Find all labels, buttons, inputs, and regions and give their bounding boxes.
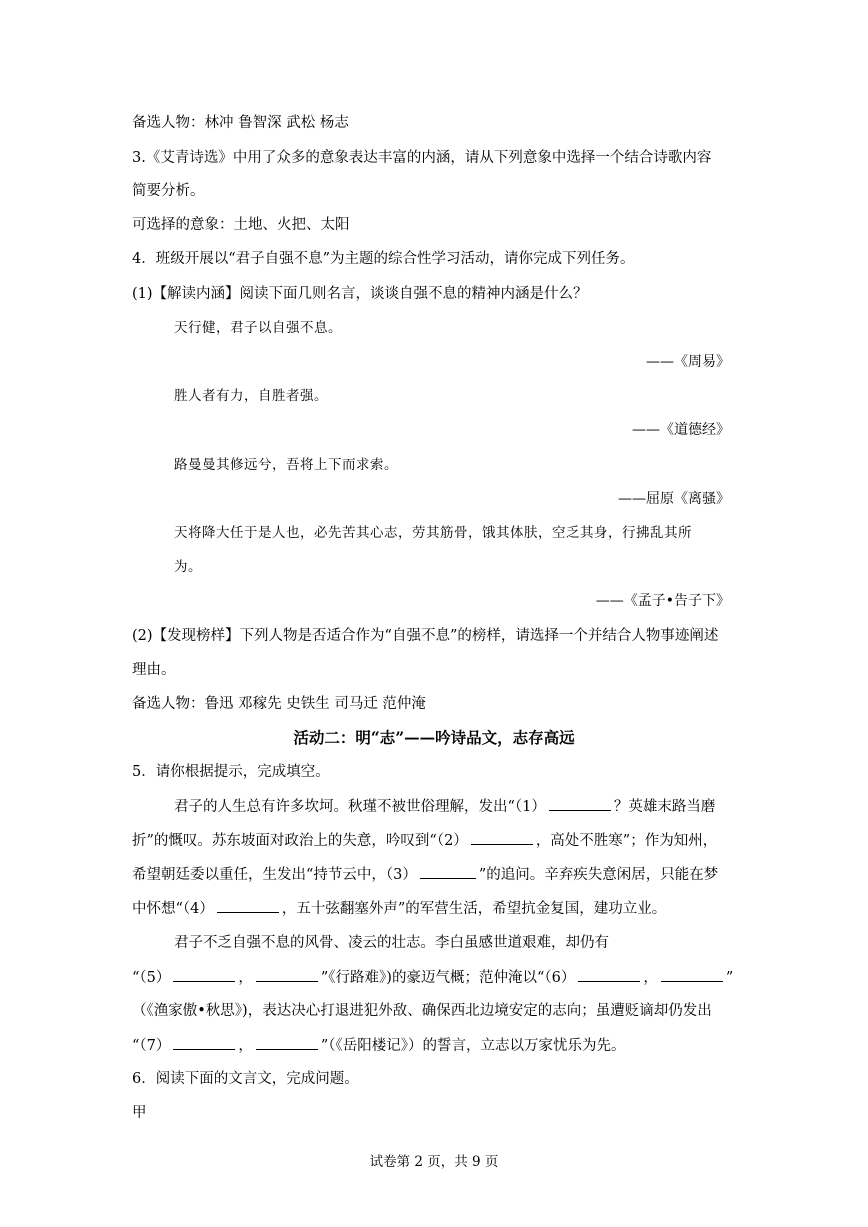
blank-2[interactable] [471,830,533,845]
question-5: 5．请你根据提示，完成填空。 [132,764,330,780]
task-1-prompt: (1)【解读内涵】阅读下面几则名言，谈谈自强不息的精神内涵是什么？ [132,286,588,302]
fill-line-6: （《渔家傲•秋思》)，表达决心打退进犯外敌、确保西北边境安定的志向；虽遭贬谪却仍发出 [132,1003,712,1019]
candidates-line-2: 备选人物：鲁迅 邓稼先 史铁生 司马迁 范仲淹 [132,696,426,712]
quote-2-source: ——《道德经》 [632,422,730,438]
blank-6a[interactable] [578,967,640,982]
paragraph-2-line-1: 君子不乏自强不息的风骨、凌云的壮志。李白虽感世道艰难，却仍有 [174,935,609,951]
fill-line-5: “（5） ， ”《行路难》)的豪迈气概；范仲淹以“（6） ， ” [132,967,733,988]
blank-1[interactable] [549,796,611,811]
fill-line-4: 中怀想“（4） ，五十弦翻塞外声”的军营生活，希望抗金复国，建功立业。 [132,898,666,919]
fill-line-3: 希望朝廷委以重任，生发出“持节云中，（3） ”的追问。辛弃疾失意闲居，只能在梦 [132,864,718,885]
fill-line-1: 君子的人生总有许多坎坷。秋瑾不被世俗理解，发出“（1） ？英雄末路当磨 [174,796,715,817]
quote-3-text: 路曼曼其修远兮，吾将上下而求索。 [174,457,398,473]
fill-line-2: 折”的慨叹。苏东坡面对政治上的失意，吟叹到“（2） ，高处不胜寒”；作为知州， [132,830,717,851]
question-4: 4．班级开展以“君子自强不息”为主题的综合性学习活动，请你完成下列任务。 [132,251,635,267]
imagery-options: 可选择的意象：土地、火把、太阳 [132,217,350,233]
quote-4-text-cont: 为。 [174,559,202,575]
blank-7b[interactable] [256,1035,318,1050]
passage-label: 甲 [132,1105,147,1121]
quote-2-text: 胜人者有力，自胜者强。 [174,388,328,404]
quote-1-source: ——《周易》 [646,354,730,370]
task-2-line-1: (2)【发现榜样】下列人物是否适合作为“自强不息”的榜样，请选择一个并结合人物事迹阐述 [132,628,719,644]
page-footer: 试卷第 2 页，共 9 页 [369,1154,499,1170]
question-3-line-1: 3.《艾青诗选》中用了众多的意象表达丰富的内涵，请从下列意象中选择一个结合诗歌内容 [132,150,712,166]
fill-line-7: “（7） ， ”（《岳阳楼记》）的誓言，立志以万家忧乐为先。 [132,1035,626,1056]
blank-6b[interactable] [661,967,723,982]
candidates-line-1: 备选人物：林冲 鲁智深 武松 杨志 [132,115,349,131]
question-6: 6．阅读下面的文言文，完成问题。 [132,1071,359,1087]
blank-5b[interactable] [256,967,318,982]
question-3-line-2: 简要分析。 [132,183,205,199]
blank-3[interactable] [420,864,476,879]
quote-4-text: 天将降大任于是人也，必先苦其心志，劳其筋骨，饿其体肤，空乏其身，行拂乱其所 [174,525,692,541]
quote-1-text: 天行健，君子以自强不息。 [174,320,342,336]
task-2-line-2: 理由。 [132,662,176,678]
quote-3-source: ——屈原《离骚》 [618,491,730,507]
blank-5a[interactable] [173,967,235,982]
quote-4-source: ——《孟子•告子下》 [595,593,730,609]
blank-4[interactable] [217,898,279,913]
blank-7a[interactable] [173,1035,235,1050]
section-heading: 活动二：明“志”——吟诗品文，志存高远 [293,728,575,747]
